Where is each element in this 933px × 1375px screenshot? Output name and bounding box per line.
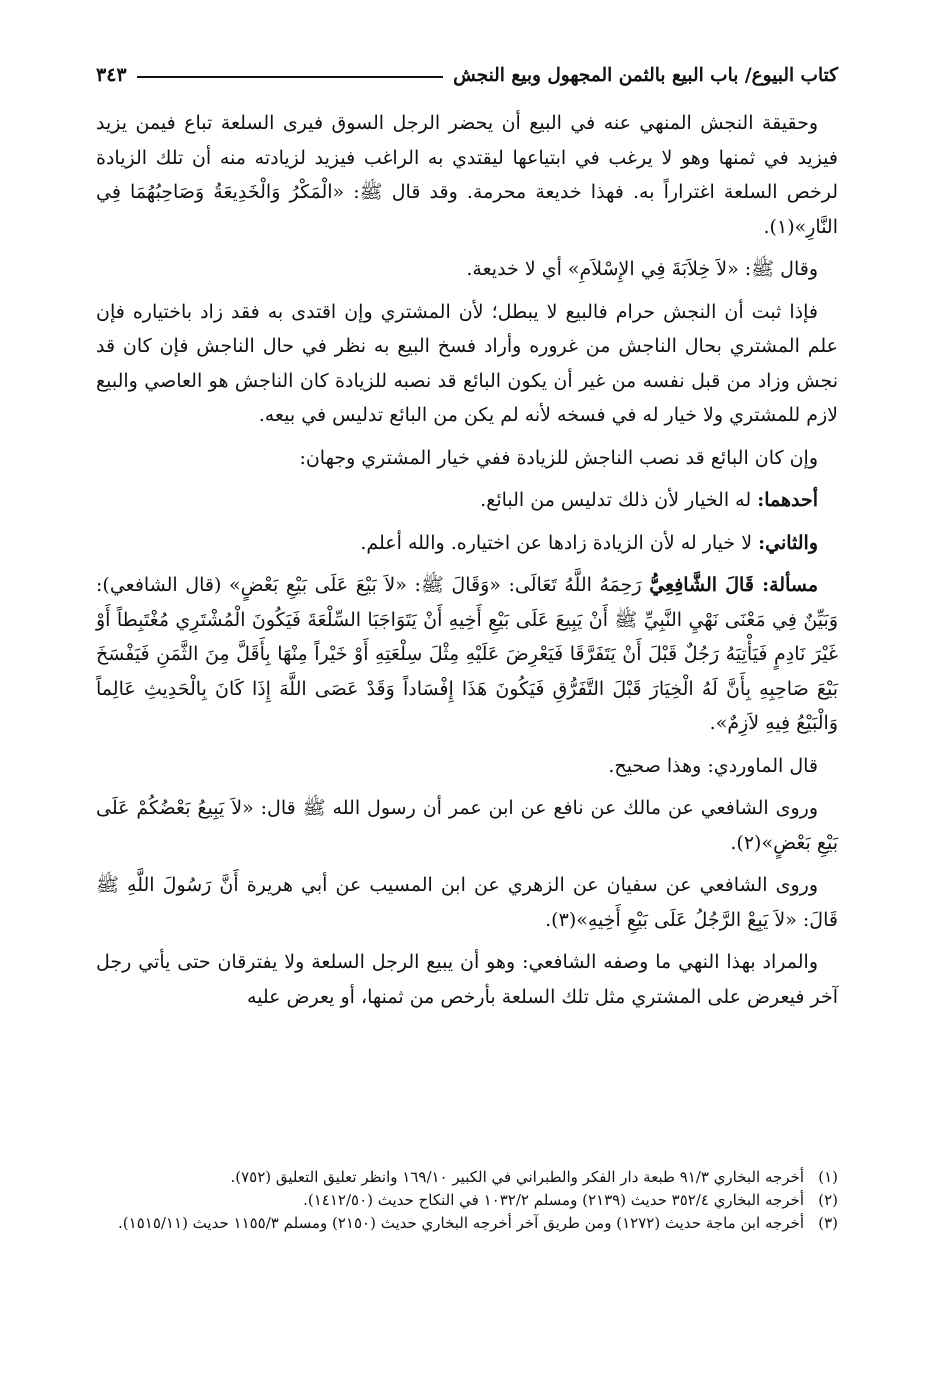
footnote-number: (١) [818, 1168, 838, 1186]
paragraph-meaning-of-prohibition: والمراد بهذا النهي ما وصفه الشافعي: وهو أن يبيع الرجل السلعة ولا يفترقان حتى يأتي رجل آخر فيعرض على المشتري مثل تلك السلعة بأرخص من ثمنها، أو يعرض عليه [96, 951, 838, 1008]
second-view-label: والثاني: [758, 531, 818, 554]
second-view-text: لا خيار له لأن الزيادة زادها عن اختياره. والله أعلم. [360, 531, 759, 554]
paragraph-masala [96, 568, 838, 741]
footnotes [96, 1166, 838, 1235]
paragraph-sale-validity: فإذا ثبت أن النجش حرام فالبيع لا يبطل؛ لأن المشتري وإن اقتدى به فقد زاد باختياره فإن علم المشتري بحال الناجش من غروره وأراد فسخ البيع به نظر في حال الناجش فإن كان قد نجش وزاد من قبل نفسه من غير أن يكون البائع قد نصبه للزيادة كان الناجش هو العاصي والبيع لازم للمشتري ولا خيار له في فسخه لأنه لم يكن من البائع تدليس في بيعه. [96, 300, 838, 426]
footnote [96, 1189, 838, 1212]
first-view-label: أحدهما: [757, 489, 818, 511]
paragraph-second-view [96, 526, 838, 561]
footnote [96, 1166, 838, 1189]
masala-label: مسألة: قَالَ الشَّافِعِيُّ [649, 574, 818, 596]
paragraph-mawardi: قال الماوردي: وهذا صحيح. [608, 754, 818, 777]
paragraph-two-views: وإن كان البائع قد نصب الناجش للزيادة ففي خيار المشتري وجهان: [299, 446, 818, 469]
page-number: ٣٤٣ [96, 64, 127, 86]
paragraph-ibn-umar-hadith: وروى الشافعي عن مالك عن نافع عن ابن عمر أن رسول الله ﷺ قال: «لاَ يَبِيعُ بَعْضُكُمْ عَلَى بَيْعِ بَعْضٍ»(٢). [96, 797, 838, 854]
footnote-number: (٢) [818, 1191, 838, 1209]
main-text [96, 106, 838, 1022]
footnote [96, 1212, 838, 1235]
footnote-text: أخرجه ابن ماجة حديث (١٢٧٢) ومن طريق آخر أخرجه البخاري حديث (٢١٥٠) ومسلم ١١٥٥/٣ حديث (١٥١٥/١١). [118, 1214, 804, 1232]
footnote-text: أخرجه البخاري ٩١/٣ طبعة دار الفكر والطبراني في الكبير ١٦٩/١٠ وانظر تعليق التعليق (٧٥٢). [230, 1168, 804, 1186]
masala-text: رَحِمَهُ اللَّهُ تَعَالَى: «وَقَالَ ﷺ: «لاَ بَيْعَ عَلَى بَيْعِ بَعْضٍ» (قال الشافعي): وَبَيِّنٌ فِي مَعْنَى نَهْيِ النَّبِيِّ ﷺ أَنْ يَبِيعَ عَلَى بَيْعِ أَخِيهِ أَنْ يَتَوَاجَبَا السِّلْعَةَ فَيَكُونَ الْمُشْتَرِي مُغْتَبِطاً أَوْ غَيْرَ نَادِمٍ فَيَأْتِيَهُ رَجُلٌ قَبْلَ أَنْ يَتَفَرَّقَا فَيَعْرِضَ عَلَيْهِ مِثْلَ سِلْعَتِهِ أَوْ خَيْراً مِنْهَا بِأَقَلَّ مِنَ الثَّمَنِ فَيَفْسَخَ بَيْعَ صَاحِبِهِ بِأَنَّ لَهُ الْخِيَارَ قَبْلَ التَّفَرُّقِ فَيَكُونَ هَذَا إِفْسَاداً وَقَدْ عَصَى اللَّهَ إِذَا كَانَ بِالْحَدِيثِ عَالِماً وَالْبَيْعُ فِيهِ لاَزِمٌ». [96, 574, 838, 734]
paragraph-abu-hurayra-hadith: وروى الشافعي عن سفيان عن الزهري عن ابن المسيب عن أبي هريرة أَنَّ رَسُولَ اللَّهِ ﷺ قَالَ: «لاَ يَبِعْ الرَّجُلُ عَلَى بَيْعِ أَخِيهِ»(٣). [96, 874, 838, 931]
paragraph-najsh-definition: وحقيقة النجش المنهي عنه في البيع أن يحضر الرجل السوق فيرى السلعة تباع فيمن يزيد فيزيد في ثمنها وهو لا يرغب في ابتياعها ليقتدي به الراغب فيزيد لزيادته منه أن تلك الزيادة لرخص السلعة اغتراراً به. فهذا خديعة محرمة. وقد قال ﷺ: «الْمَكْرُ وَالْخَدِيعَةُ وَصَاحِبُهُمَا فِي النَّارِ»(١). [96, 112, 838, 238]
footnote-number: (٣) [818, 1214, 838, 1232]
paragraph-khilaba-hadith: وقال ﷺ: «لاَ خِلاَبَةَ فِي الإِسْلاَمِ» أي لا خديعة. [466, 258, 818, 280]
running-header [96, 58, 838, 92]
footnote-text: أخرجه البخاري ٣٥٢/٤ حديث (٢١٣٩) ومسلم ١٠٣٢/٢ في النكاح حديث (١٤١٢/٥٠). [303, 1191, 804, 1209]
header-rule [137, 76, 443, 78]
first-view-text: له الخيار لأن ذلك تدليس من البائع. [480, 489, 758, 511]
chapter-title: كتاب البيوع/ باب البيع بالثمن المجهول وبيع النجش [453, 64, 838, 86]
paragraph-first-view [96, 483, 838, 518]
